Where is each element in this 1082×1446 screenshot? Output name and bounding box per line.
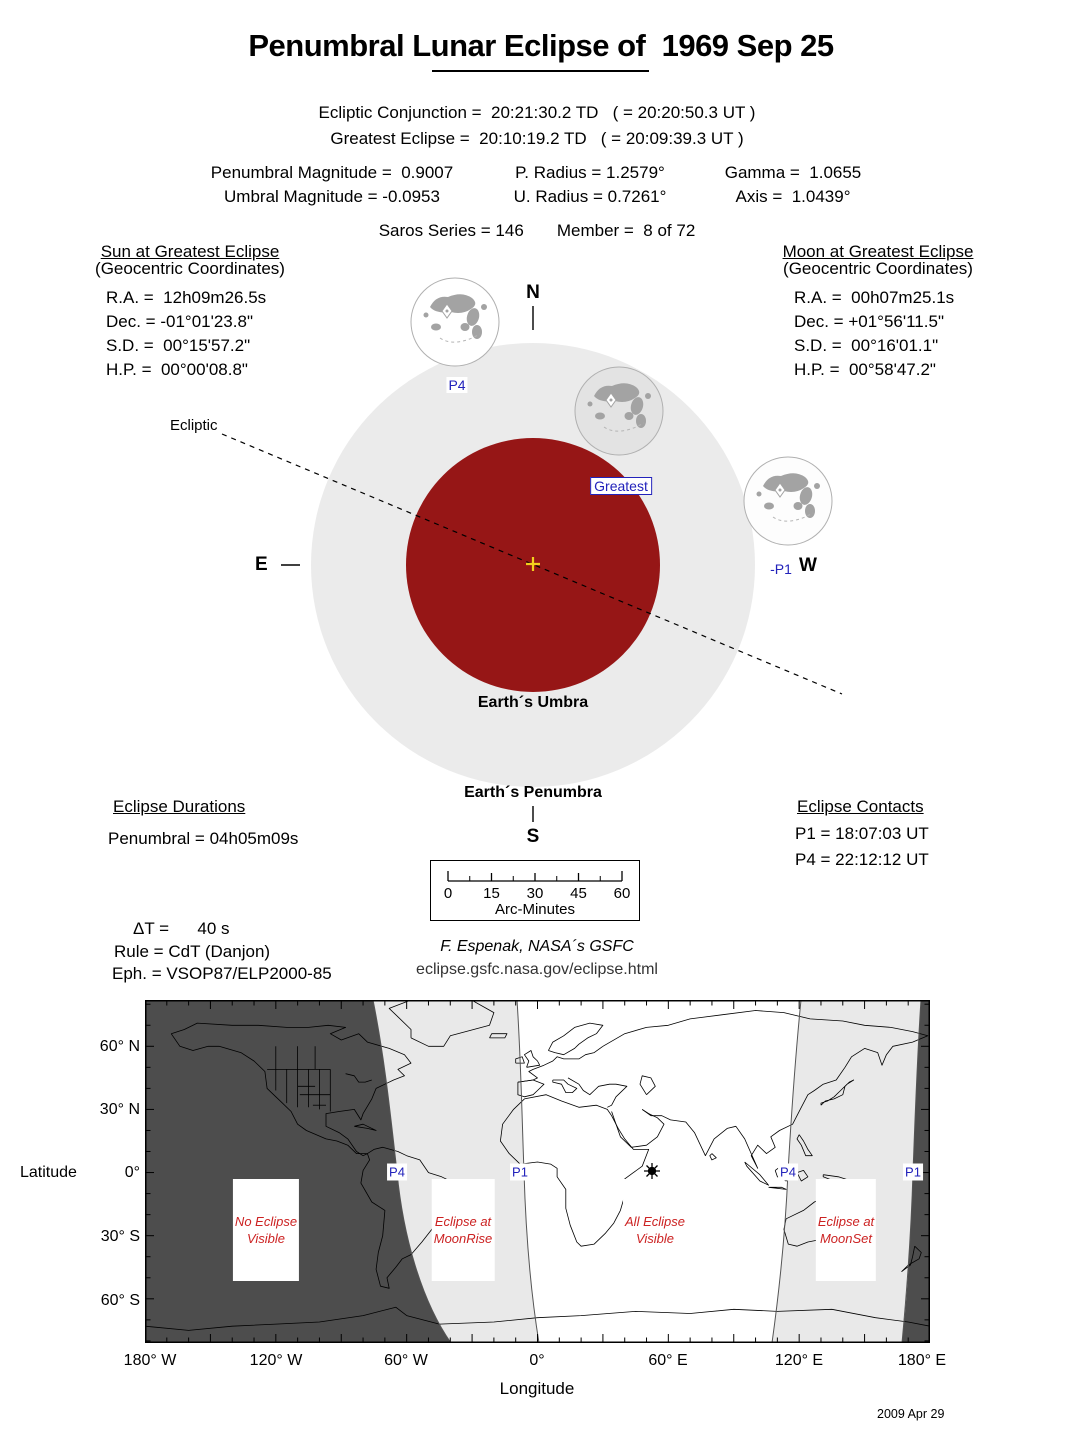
moon-block-subtitle: (Geocentric Coordinates) (783, 259, 973, 278)
compass-east-label: E (255, 554, 268, 575)
penumbral-magnitude: Penumbral Magnitude = 0.9007 (210, 163, 454, 182)
latitude-axis-label: Latitude (20, 1164, 77, 1181)
moon-ra: R.A. = 00h07m25.1s (794, 288, 955, 307)
penumbral-duration: Penumbral = 04h05m09s (108, 829, 299, 848)
map-p4-east-label: P4 (780, 1164, 796, 1180)
moon-at-p1 (744, 457, 832, 545)
sun-block-subtitle: (Geocentric Coordinates) (95, 259, 285, 278)
axis-value: Axis = 1.0439° (735, 187, 851, 206)
rule-value: Rule = CdT (Danjon) (114, 942, 271, 961)
greatest-label: Greatest (590, 477, 652, 495)
region-label-moonrise: Eclipse at MoonRise (432, 1179, 495, 1281)
lat-tick-30s: 30° S (100, 1228, 140, 1245)
lat-tick-60n: 60° N (99, 1038, 140, 1055)
contact-p4-time: P4 = 22:12:12 UT (795, 850, 929, 869)
region-label-all-visible: All Eclipse Visible (623, 1179, 687, 1281)
delta-t-value: ΔT = 40 s (133, 919, 230, 938)
sun-dec: Dec. = -01°01'23.8" (106, 312, 253, 331)
ecliptic-label: Ecliptic (170, 417, 218, 434)
scale-tick-0: 0 (443, 885, 453, 902)
map-p1-west-label: P1 (512, 1164, 528, 1180)
saros-series: Saros Series = 146 Member = 8 of 72 (378, 221, 696, 240)
map-p4-west-label: P4 (389, 1164, 405, 1180)
p1-contact-label: -P1 (770, 561, 792, 577)
lon-tick-180w: 180° W (123, 1352, 177, 1369)
moon-block-title: Moon at Greatest Eclipse (782, 242, 974, 261)
greatest-eclipse-value: Greatest Eclipse = 20:10:19.2 TD ( = 20:09:39.3 UT ) (330, 129, 744, 148)
lon-tick-0: 0° (529, 1352, 545, 1369)
moon-at-greatest (575, 367, 663, 455)
visibility-map (145, 1000, 930, 1343)
earths-umbra-label: Earth´s Umbra (477, 694, 589, 711)
scale-tick-15: 15 (483, 885, 500, 902)
world-map (145, 1000, 930, 1343)
sun-block-title: Sun at Greatest Eclipse (100, 242, 280, 261)
earths-penumbra-label: Earth´s Penumbra (464, 784, 602, 801)
page-title: Penumbral Lunar Eclipse of 1969 Sep 25 (248, 28, 834, 63)
lat-tick-30n: 30° N (99, 1101, 140, 1118)
moon-hp: H.P. = 00°58'47.2" (794, 360, 936, 379)
sun-hp: H.P. = 00°00'08.8" (106, 360, 248, 379)
ephemeris-value: Eph. = VSOP87/ELP2000-85 (112, 964, 332, 983)
lat-tick-0: 0° (124, 1164, 140, 1181)
plot-date: 2009 Apr 29 (877, 1407, 945, 1421)
compass-north-label: N (526, 282, 540, 303)
moon-at-p4 (411, 278, 499, 366)
scale-tick-30: 30 (526, 885, 544, 902)
author-credit: F. Espenak, NASA´s GSFC (440, 938, 634, 955)
longitude-axis-label: Longitude (499, 1379, 575, 1398)
region-label-no-eclipse: No Eclipse Visible (233, 1179, 299, 1281)
compass-west-label: W (799, 555, 817, 576)
credit-url: eclipse.gsfc.nasa.gov/eclipse.html (416, 961, 658, 978)
umbral-magnitude: Umbral Magnitude = -0.0953 (224, 187, 440, 206)
scale-tick-45: 45 (570, 885, 587, 902)
compass-south-label: S (526, 826, 540, 847)
ecliptic-conjunction-value: Ecliptic Conjunction = 20:21:30.2 TD ( = 20:20:50.3 UT ) (318, 103, 756, 122)
contact-p1-time: P1 = 18:07:03 UT (795, 824, 929, 843)
scale-units-label: Arc-Minutes (494, 901, 576, 918)
p4-contact-label: P4 (448, 377, 466, 393)
arcminute-scale-box (430, 860, 640, 921)
umbral-radius: U. Radius = 0.7261° (513, 187, 667, 206)
lon-tick-120w: 120° W (249, 1352, 303, 1369)
lat-tick-60s: 60° S (100, 1292, 140, 1309)
region-label-moonset: Eclipse at MoonSet (816, 1179, 876, 1281)
gamma-value: Gamma = 1.0655 (724, 163, 862, 182)
lon-tick-60w: 60° W (384, 1352, 428, 1369)
sun-sd: S.D. = 00°15'57.2" (106, 336, 251, 355)
sun-ra: R.A. = 12h09m26.5s (106, 288, 267, 307)
map-p1-east-label: P1 (905, 1164, 921, 1180)
lon-tick-120e: 120° E (774, 1352, 824, 1369)
moon-dec: Dec. = +01°56'11.5" (794, 312, 944, 331)
eclipse-durations-title: Eclipse Durations (113, 797, 246, 816)
penumbral-radius: P. Radius = 1.2579° (515, 163, 665, 182)
lon-tick-60e: 60° E (648, 1352, 688, 1369)
moon-sd: S.D. = 00°16'01.1" (794, 336, 939, 355)
eclipse-contacts-title: Eclipse Contacts (797, 797, 924, 816)
scale-tick-60: 60 (613, 885, 631, 902)
lon-tick-180e: 180° E (897, 1352, 947, 1369)
